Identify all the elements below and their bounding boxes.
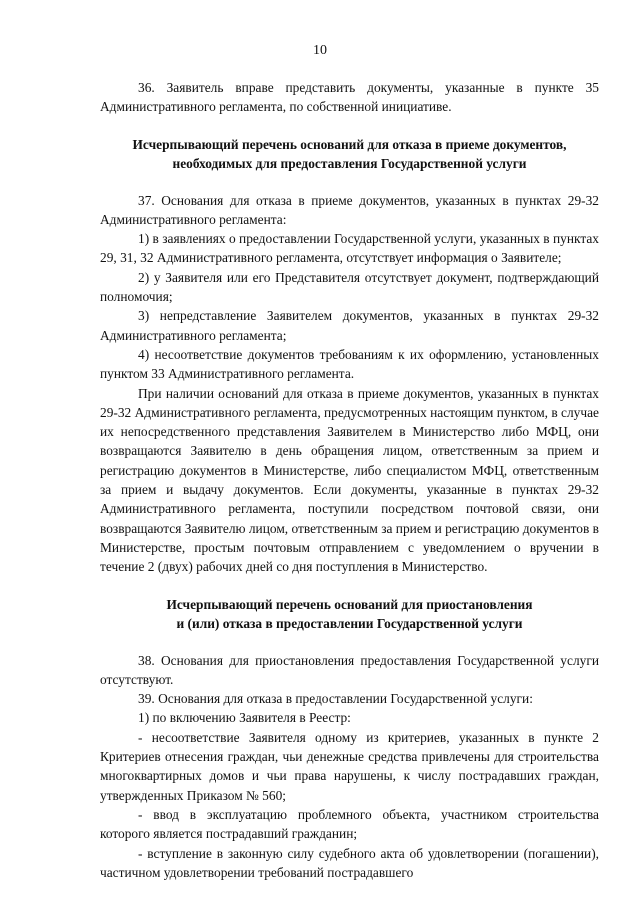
list-item-1: 1) в заявлениях о предоставлении Государственной услуги, указанных в пунктах 29, 31, 32 Административного регламента, отсутствует информация о Заявителе; [100,231,599,266]
paragraph-38: 38. Основания для приостановления предоставления Государственной услуги отсутствуют. [100,652,599,687]
spacer [100,577,599,595]
heading-line: необходимых для предоставления Государственной услуги [172,155,527,171]
paragraph-37: 37. Основания для отказа в приеме документов, указанных в пунктах 29-32 Административного регламента: [100,192,599,227]
paragraph-39: 39. Основания для отказа в предоставлении Государственной услуги: [138,691,533,707]
heading-line: Исчерпывающий перечень оснований для приостановления [166,596,533,612]
dash-item-criteria: - несоответствие Заявителя одному из критериев, указанных в пункте 2 Критериев отнесения граждан, чьи денежные средства привлечены для строительства многоквартирных домов и чьи права нарушены, к числу пострадавших граждан, утвержденных Приказом № 560; [100,729,599,803]
heading-line: и (или) отказа в предоставлении Государственной услуги [176,615,523,631]
section-heading-suspension-refusal [100,595,599,633]
spacer [100,633,599,651]
list-item-2: 2) у Заявителя или его Представителя отсутствует документ, подтверждающий полномочия; [100,269,599,305]
dash-item-court-act: - вступление в законную силу судебного акта об удовлетворении (погашении), частичном удовлетворении требований пострадавшего [100,845,599,880]
list-item-3: 3) непредставление Заявителем документов, указанных в пунктах 29-32 Административного регламента; [100,308,599,343]
heading-line: Исчерпывающий перечень оснований для отказа в приеме документов, [132,136,567,152]
spacer [100,173,599,191]
paragraph-36: 36. Заявитель вправе представить документы, указанные в пункте 35 Административного регламента, по собственной инициативе. [100,80,599,115]
list-item-4: 4) несоответствие документов требованиям к их оформлению, установленных пунктом 33 Административного регламента. [100,346,599,382]
spacer [100,117,599,135]
section-heading-refusal-acceptance [100,135,599,173]
list-item-registry: 1) по включению Заявителя в Реестр: [138,710,351,726]
paragraph-return-documents: При наличии оснований для отказа в приеме документов, указанных в пунктах 29-32 Административного регламента, предусмотренных настоящим пунктом, в случае их непосредственного представления Заявителем в Министерство либо МФЦ, они возвращаются Заявителю в день обращения лицом, ответственным за прием и регистрацию документов в Министерстве, либо специалистом МФЦ, ответственным за прием и выдачу документов. Если документы, указанные в пунктах 29-32 Административного регламента, поступили посредством почтовой связи, они возвращаются Заявителю лицом, ответственным за прием и регистрацию документов в Министерстве, простым почтовым отправлением с уведомлением о вручении в течение 2 (двух) рабочих дней со дня поступления в Министерство. [100,385,599,575]
dash-item-commissioning: - ввод в эксплуатацию проблемного объекта, участником строительства которого является пострадавший гражданин; [100,806,599,842]
document-body [100,78,599,882]
page-number: 10 [313,43,327,58]
